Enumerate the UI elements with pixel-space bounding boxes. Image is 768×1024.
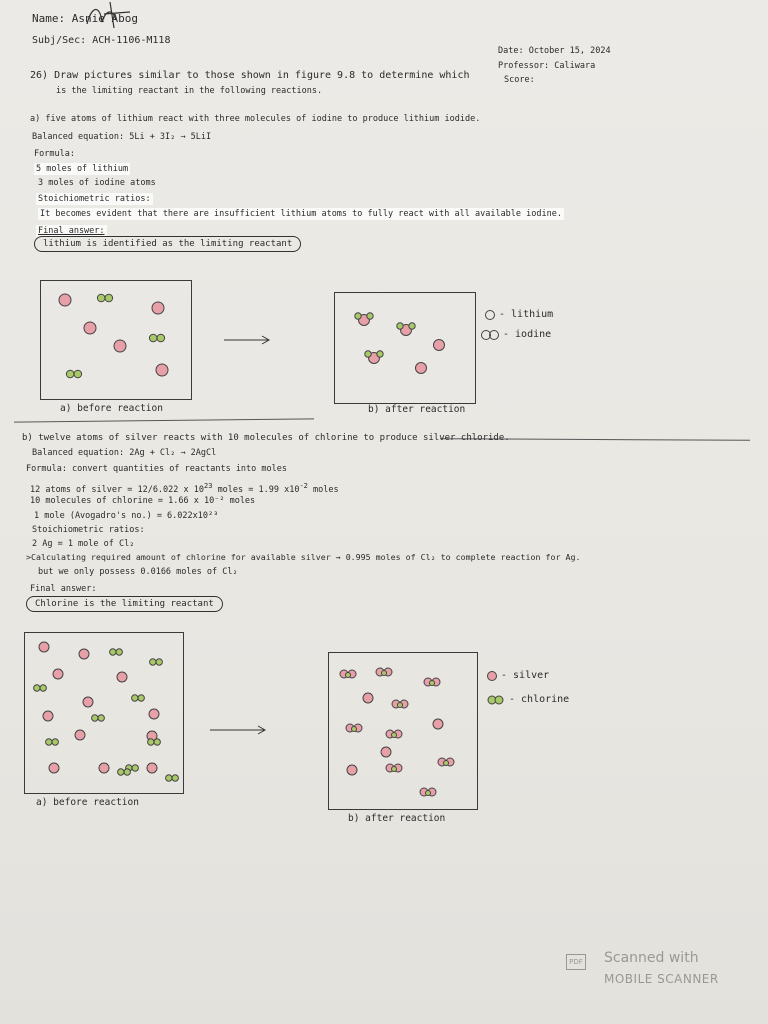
part-b-formula: Formula: convert quantities of reactants into moles <box>26 464 287 474</box>
green-atom <box>124 769 130 775</box>
green-atom <box>52 739 58 745</box>
green-atom <box>382 671 387 676</box>
part-a-item-2: 3 moles of iodine atoms <box>38 178 156 188</box>
student-name: Name: Asnie Abog <box>32 12 138 25</box>
part-b-legend-silver-swatch <box>486 670 500 682</box>
green-atom <box>40 685 46 691</box>
pink-atom <box>43 711 53 721</box>
part-a-after-caption: b) after reaction <box>368 404 466 415</box>
part-b-line-3: 1 mole (Avogadro's no.) = 6.022x10²³ <box>34 511 219 521</box>
part-a-ratio-label: Stoichiometric ratios: <box>38 194 151 204</box>
pink-atom <box>117 672 127 682</box>
pink-atom <box>381 747 391 757</box>
green-atom <box>34 685 40 691</box>
green-atom <box>150 659 156 665</box>
part-b-arrow <box>210 724 270 736</box>
part-b-after-particles <box>328 652 476 808</box>
section-divider-left <box>14 418 314 422</box>
green-atom <box>365 351 371 357</box>
part-a-balanced: Balanced equation: 5Li + 3I₂ → 5LiI <box>32 132 212 142</box>
green-atom <box>132 695 138 701</box>
part-a-after-particles <box>334 292 474 402</box>
green-atom <box>98 715 104 721</box>
green-atom <box>74 370 82 378</box>
problem-line-2: is the limiting reactant in the following reactions. <box>56 86 323 96</box>
part-b-line-2: 10 molecules of chlorine = 1.66 x 10⁻² moles <box>30 496 256 506</box>
green-atom <box>355 313 361 319</box>
green-atom <box>110 649 116 655</box>
pink-atom <box>79 649 89 659</box>
green-atom <box>398 703 403 708</box>
green-atom <box>409 323 415 329</box>
part-b-statement: b) twelve atoms of silver reacts with 10 molecules of chlorine to produce silver chloride. <box>22 433 510 443</box>
green-atom <box>157 334 165 342</box>
part-b-line-1-sup: 23 <box>204 482 213 490</box>
pink-atom <box>347 765 357 775</box>
part-b-balanced: Balanced equation: 2Ag + Cl₂ → 2AgCl <box>32 448 217 458</box>
green-atom <box>118 769 124 775</box>
part-b-line-1-b: moles = 1.99 x10 <box>217 484 300 495</box>
pink-atom <box>75 730 85 740</box>
part-a-formula-label: Formula: <box>34 149 75 159</box>
green-atom <box>392 733 397 738</box>
green-atom <box>397 323 403 329</box>
part-a-before-caption: a) before reaction <box>60 403 163 414</box>
subject-section: Subj/Sec: ACH-1106-M118 <box>32 35 171 46</box>
pink-atom <box>416 363 427 374</box>
green-atom <box>132 765 138 771</box>
part-b-line-1-a: 12 atoms of silver = 12/6.022 x 10 <box>30 484 204 495</box>
green-atom <box>66 370 74 378</box>
green-atom <box>138 695 144 701</box>
part-a-before-particles <box>40 280 190 398</box>
part-a-final-answer: lithium is identified as the limiting reactant <box>34 236 301 252</box>
part-b-legend-chlorine-swatch <box>486 694 508 706</box>
pdf-badge-icon: PDF <box>566 954 586 970</box>
part-b-calc-2: but we only possess 0.0166 moles of Cl₂ <box>38 567 238 577</box>
part-a-legend-iodine: - iodine <box>503 329 552 340</box>
green-atom <box>116 649 122 655</box>
part-a-arrow <box>224 334 274 346</box>
green-atom <box>430 681 435 686</box>
part-b-line-1 <box>30 480 339 496</box>
part-b-before-caption: a) before reaction <box>36 797 139 808</box>
green-atom <box>346 673 351 678</box>
pink-atom <box>83 697 93 707</box>
pink-atom <box>39 642 49 652</box>
part-a-evident: It becomes evident that there are insufficient lithium atoms to fully react with all available iodine. <box>40 209 562 219</box>
pink-atom <box>149 709 159 719</box>
pink-atom <box>433 719 443 729</box>
part-b-calc-1: >Calculating required amount of chlorine for available silver → 0.995 moles of Cl₂ to complete reaction for Ag. <box>26 552 581 562</box>
part-a-statement: a) five atoms of lithium react with three molecules of iodine to produce lithium iodide. <box>30 114 481 124</box>
part-b-before-particles <box>24 632 182 792</box>
pink-atom <box>99 763 109 773</box>
watermark-line-2: MOBILE SCANNER <box>604 972 719 986</box>
part-b-after-caption: b) after reaction <box>348 813 446 824</box>
part-b-ratio-label: Stoichiometric ratios: <box>32 525 145 535</box>
green-atom <box>377 351 383 357</box>
green-atom <box>166 775 172 781</box>
green-atom <box>392 767 397 772</box>
date: Date: October 15, 2024 <box>498 46 611 56</box>
pink-atom <box>156 364 168 376</box>
watermark-line-1: Scanned with <box>604 950 699 966</box>
part-b-legend-chlorine: - chlorine <box>509 694 570 705</box>
green-atom <box>172 775 178 781</box>
pink-atom <box>53 669 63 679</box>
green-atom <box>92 715 98 721</box>
problem-line-1: 26) Draw pictures similar to those shown in figure 9.8 to determine which <box>30 70 470 81</box>
green-atom <box>46 739 52 745</box>
part-a-final-label: Final answer: <box>38 226 105 236</box>
green-atom <box>156 659 162 665</box>
pink-atom <box>434 340 445 351</box>
green-atom <box>148 739 154 745</box>
part-b-final-answer: Chlorine is the limiting reactant <box>26 596 223 612</box>
part-b-line-1-c: moles <box>313 484 339 495</box>
part-b-final-label: Final answer: <box>30 584 97 594</box>
part-a-item-1: 5 moles of lithium <box>36 164 129 174</box>
green-atom <box>367 313 373 319</box>
green-atom <box>444 761 449 766</box>
green-atom <box>105 294 113 302</box>
pink-atom <box>49 763 59 773</box>
part-b-ratio: 2 Ag = 1 mole of Cl₂ <box>32 539 135 549</box>
professor: Professor: Caliwara <box>498 61 596 71</box>
part-a-legend-lithium-swatch <box>484 309 498 321</box>
part-a-legend-lithium: - lithium <box>499 309 554 320</box>
part-a-legend-iodine-swatch <box>480 329 502 341</box>
score: Score: <box>504 75 535 85</box>
green-atom <box>154 739 160 745</box>
pink-atom <box>59 294 71 306</box>
pink-atom <box>84 322 96 334</box>
pink-atom <box>363 693 373 703</box>
pink-atom <box>147 763 157 773</box>
part-b-line-1-sup2: -2 <box>299 482 308 490</box>
green-atom <box>97 294 105 302</box>
part-b-legend-silver: - silver <box>501 670 550 681</box>
green-atom <box>426 791 431 796</box>
pink-atom <box>114 340 126 352</box>
green-atom <box>149 334 157 342</box>
pink-atom <box>152 302 164 314</box>
green-atom <box>352 727 357 732</box>
